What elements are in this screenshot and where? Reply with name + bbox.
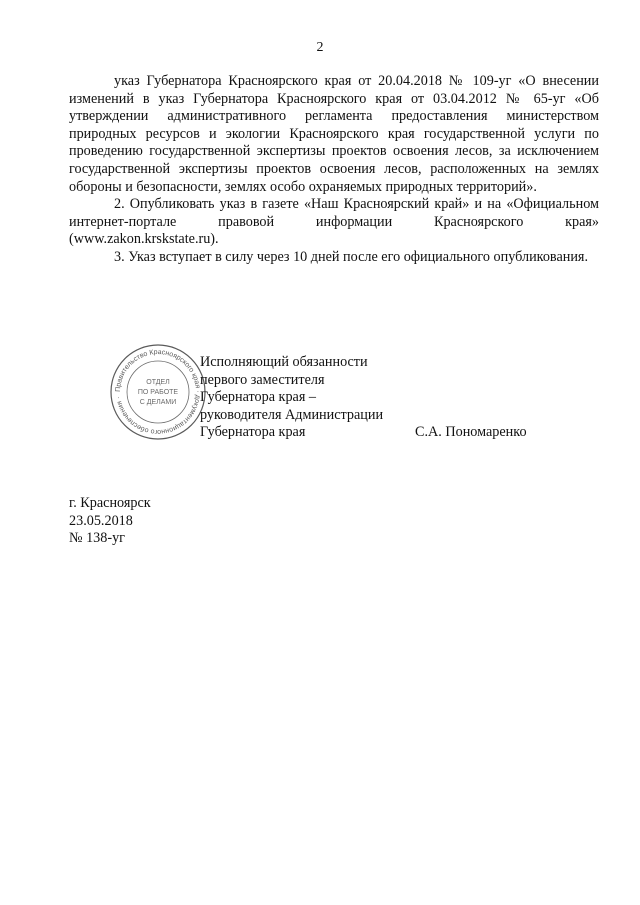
footer-city: г. Красноярск [69,495,151,511]
document-footer [69,495,151,548]
signature-line-3: Губернатора края – [200,389,317,406]
official-stamp [108,342,208,442]
page-number: 2 [316,40,324,55]
footer-number: № 138-уг [69,530,126,547]
paragraph-2: 2. Опубликовать указ в газете «Наш Красноярский край» и на «Официальном интернет-портале правовой информации Красноярского края» (www.zakon.krskstate.ru). [69,196,599,248]
stamp-center-line-3: С ДЕЛАМИ [139,399,177,406]
stamp-ring-text: Правительство Красноярского края · документационного обеспечения · [114,348,202,436]
footer-date: 23.05.2018 [69,512,133,529]
paragraph-3: 3. Указ вступает в силу через 10 дней после его официального опубликования. [114,248,589,265]
stamp-center-line-1: ОТДЕЛ [146,379,170,386]
signature-line-5: Губернатора края [200,424,306,441]
document-body [69,73,599,267]
stamp-center-line-2: ПО РАБОТЕ [137,389,179,396]
signature-line-2: первого заместителя [200,371,325,388]
signature-block [200,354,610,442]
signature-line-4: руководителя Администрации [200,406,384,423]
paragraph-1: указ Губернатора Красноярского края от 20.04.2018 № 109-уг «О внесении изменений в указ Губернатора Красноярского края от 03.04.2012 № 65-уг «Об утверждении административного регламента предоставления министерством природных ресурсов и экологии Красноярского края государственной услуги по проведению государственной экспертизы проектов освоения лесов, за исключением государственной экспертизы проектов освоения лесов, расположенных на землях обороны и безопасности, землях особо охраняемых природных территорий». [69,73,599,195]
signatory-name: С.А. Пономаренко [415,424,527,441]
signature-line-1: Исполняющий обязанности [200,354,368,370]
